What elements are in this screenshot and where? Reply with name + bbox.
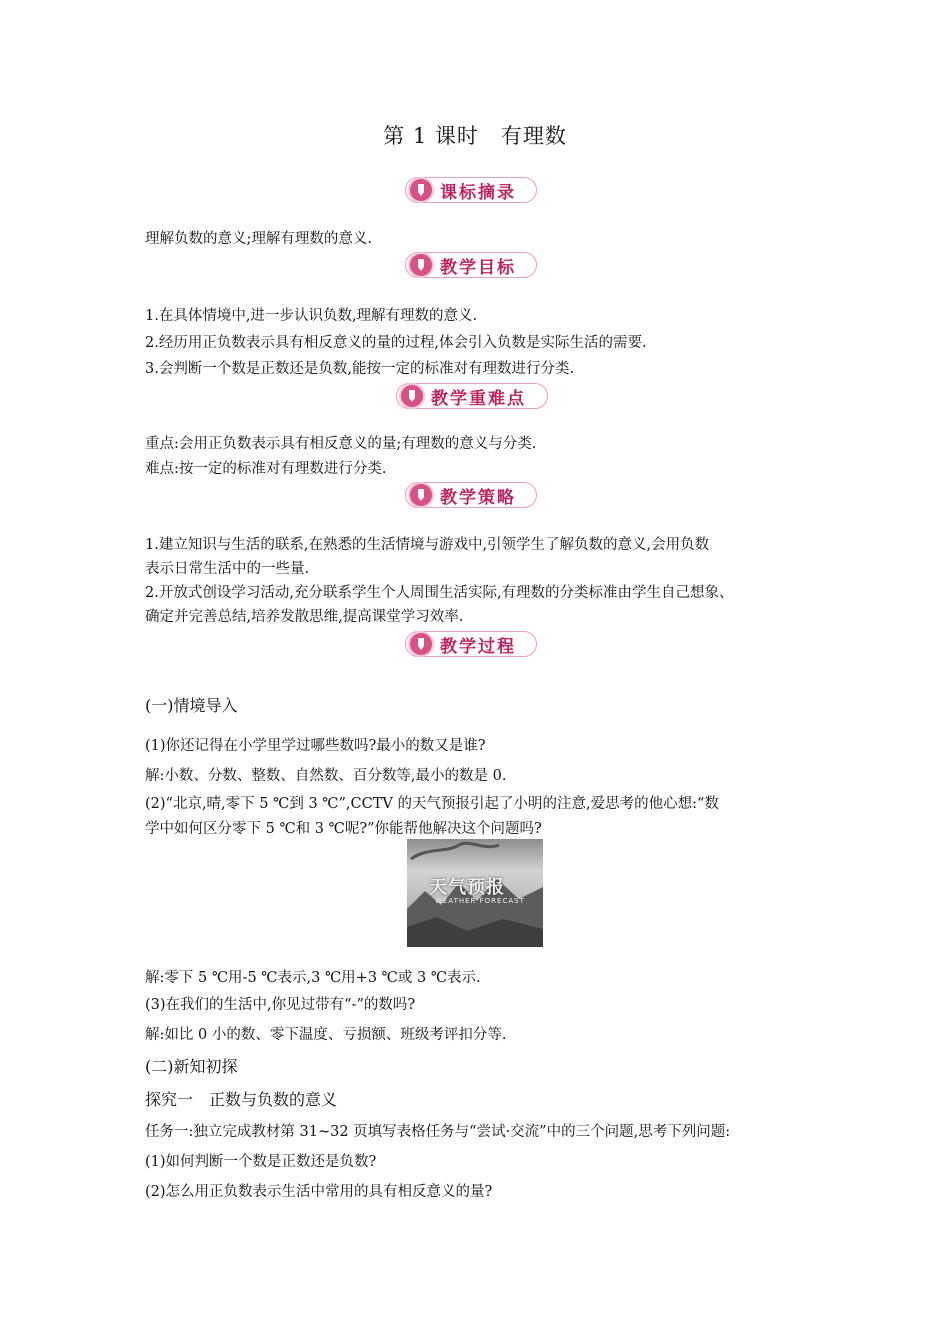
key-point-difficulty: 难点:按一定的标准对有理数进行分类. — [145, 461, 387, 477]
answer-1: 解:小数、分数、整数、自然数、百分数等,最小的数是 0. — [145, 768, 507, 784]
question-1: (1)你还记得在小学里学过哪些数吗?最小的数又是谁? — [145, 738, 486, 754]
badge-label: 教学过程 — [440, 636, 516, 657]
question-2-line1: (2)“北京,晴,零下 5 ℃到 3 ℃”,CCTV 的天气预报引起了小明的注意,爱思考的他心想:“数 — [145, 796, 719, 812]
key-point-focus: 重点:会用正负数表示具有相反意义的量;有理数的意义与分类. — [145, 436, 537, 452]
section-badge-goals — [405, 252, 537, 278]
section-badge-key-points — [396, 383, 548, 409]
figure-subtitle: WEATHER FORECAST — [435, 897, 525, 905]
pen-icon — [410, 179, 432, 201]
badge-label: 课标摘录 — [440, 182, 516, 203]
figure-title: 天气预报 — [429, 877, 505, 898]
question-2-line2: 学中如何区分零下 5 ℃和 3 ℃呢?”你能帮他解决这个问题吗? — [145, 821, 542, 837]
pen-icon — [401, 385, 423, 407]
strategy-line: 2.开放式创设学习活动,充分联系学生个人周围生活实际,有理数的分类标准由学生自己想象、 — [145, 585, 734, 601]
goal-item: 3.会判断一个数是正数还是负数,能按一定的标准对有理数进行分类. — [145, 361, 575, 377]
answer-3: 解:如比 0 小的数、零下温度、亏损额、班级考评扣分等. — [145, 1027, 507, 1043]
task-question-2: (2)怎么用正负数表示生活中常用的具有相反意义的量? — [145, 1184, 493, 1200]
pen-icon — [410, 254, 432, 276]
section-badge-curriculum — [405, 177, 537, 203]
goal-item: 2.经历用正负数表示具有相反意义的量的过程,体会引入负数是实际生活的需要. — [145, 335, 647, 351]
badge-label: 教学策略 — [440, 487, 516, 508]
strategy-line: 表示日常生活中的一些量. — [145, 561, 310, 577]
badge-label: 教学目标 — [440, 257, 516, 278]
part2-heading: (二)新知初探 — [145, 1057, 238, 1076]
strategy-line: 确定并完善总结,培养发散思维,提高课堂学习效率. — [145, 609, 464, 625]
page-title: 第 1 课时 有理数 — [383, 124, 567, 148]
task-1: 任务一:独立完成教材第 31~32 页填写表格任务与“尝试·交流”中的三个问题,思考下列问题: — [145, 1124, 731, 1140]
part1-heading: (一)情境导入 — [145, 696, 238, 715]
section-badge-strategy — [405, 482, 537, 508]
strategy-line: 1.建立知识与生活的联系,在熟悉的生活情境与游戏中,引领学生了解负数的意义,会用负数 — [145, 537, 710, 553]
badge-label: 教学重难点 — [431, 388, 526, 409]
pen-icon — [410, 484, 432, 506]
answer-2: 解:零下 5 ℃用-5 ℃表示,3 ℃用+3 ℃或 3 ℃表示. — [145, 970, 481, 986]
question-3: (3)在我们的生活中,你见过带有“-”的数吗? — [145, 997, 416, 1013]
curriculum-text: 理解负数的意义;理解有理数的意义. — [145, 231, 372, 247]
goal-item: 1.在具体情境中,进一步认识负数,理解有理数的意义. — [145, 308, 478, 324]
weather-forecast-image — [407, 839, 543, 947]
pen-icon — [410, 633, 432, 655]
task-question-1: (1)如何判断一个数是正数还是负数? — [145, 1154, 377, 1170]
section-badge-process — [405, 631, 537, 657]
explore-1-heading: 探究一 正数与负数的意义 — [145, 1090, 338, 1109]
